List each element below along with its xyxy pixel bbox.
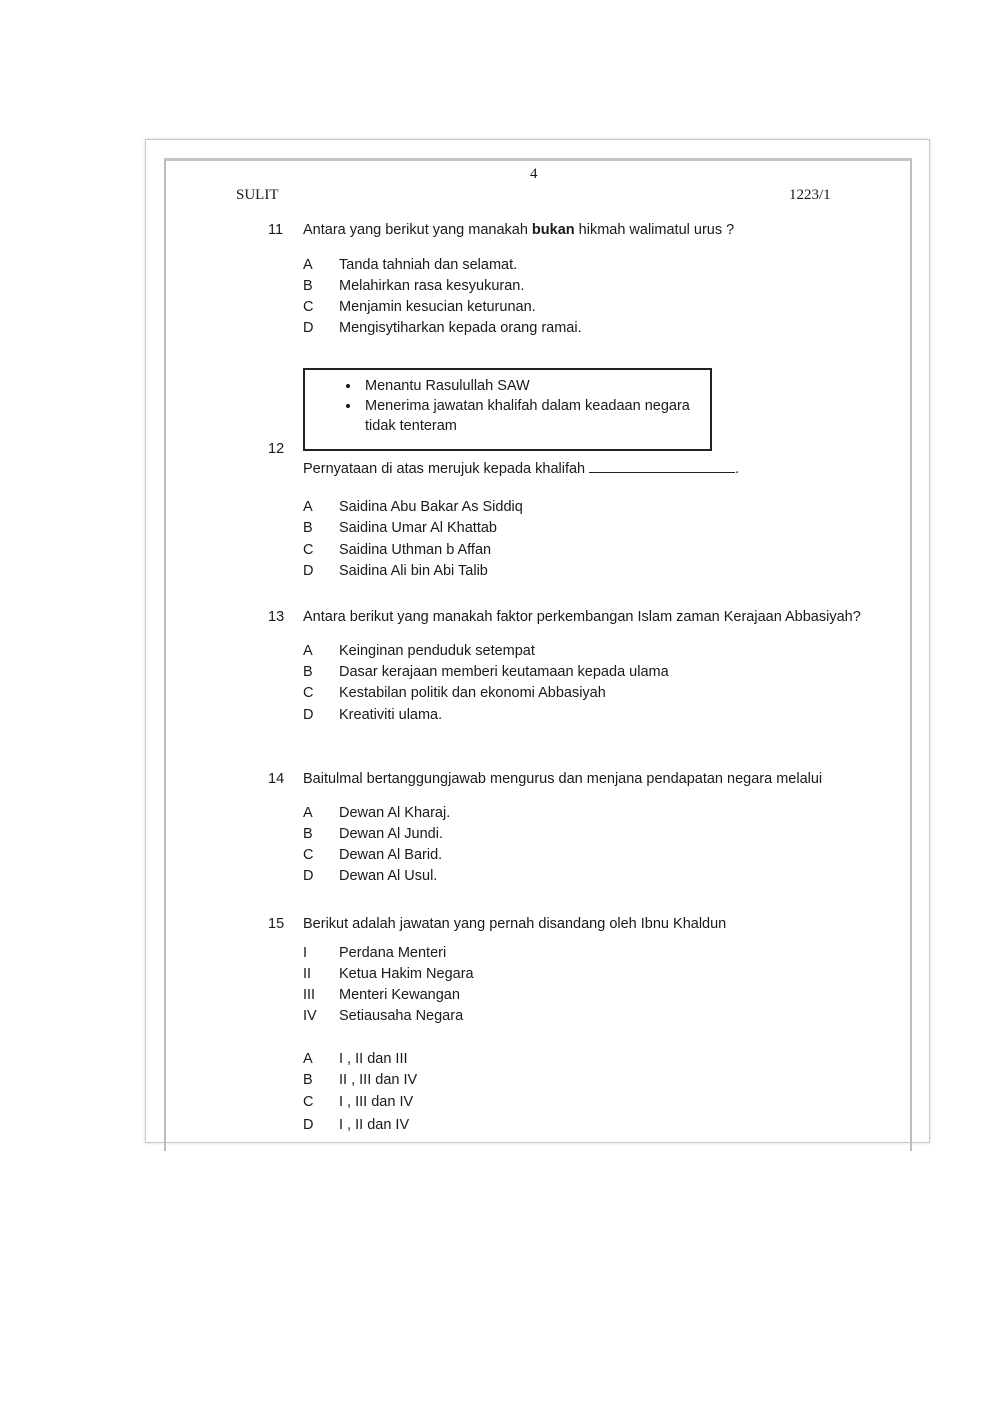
- box-bullet: • Menantu Rasulullah SAW: [361, 376, 710, 396]
- option-text: Dewan Al Barid.: [339, 847, 443, 863]
- header-sulit: SULIT: [236, 187, 279, 203]
- question-number: 11: [268, 222, 284, 238]
- option-text: Menjamin kesucian keturunan.: [339, 299, 536, 315]
- option-letter: A: [303, 805, 313, 821]
- option-text: Dasar kerajaan memberi keutamaan kepada ulama: [339, 664, 669, 680]
- option-letter: D: [303, 563, 314, 579]
- option-text: I , II dan IV: [339, 1117, 410, 1133]
- option-text: I , III dan IV: [339, 1094, 414, 1110]
- answer-blank: [589, 460, 735, 473]
- question-stem: [303, 460, 739, 477]
- question-stem: Antara berikut yang manakah faktor perkembangan Islam zaman Kerajaan Abbasiyah?: [303, 609, 861, 625]
- question-number: 13: [268, 609, 285, 625]
- exam-page: [145, 139, 930, 1143]
- option-letter: C: [303, 1094, 314, 1110]
- statement-numeral: II: [303, 966, 312, 982]
- option-text: Saidina Umar Al Khattab: [339, 520, 497, 536]
- option-letter: B: [303, 826, 313, 842]
- stem-period: .: [735, 461, 740, 477]
- stem-emphasis: bukan: [531, 222, 575, 238]
- option-letter: B: [303, 1072, 313, 1088]
- option-letter: D: [303, 707, 314, 723]
- option-letter: B: [303, 520, 313, 536]
- option-letter: A: [303, 499, 313, 515]
- statement-text: Ketua Hakim Negara: [339, 966, 474, 982]
- option-text: Melahirkan rasa kesyukuran.: [339, 278, 525, 294]
- stem-text: Pernyataan di atas merujuk kepada khalifah: [303, 461, 586, 477]
- option-letter: D: [303, 320, 314, 336]
- statement-numeral: IV: [303, 1008, 317, 1024]
- box-bullet: • Menerima jawatan khalifah dalam keadaan negara tidak tenteram: [361, 396, 695, 436]
- question-number: 15: [268, 916, 285, 932]
- option-text: Mengisytiharkan kepada orang ramai.: [339, 320, 582, 336]
- option-letter: A: [303, 1051, 313, 1067]
- option-letter: A: [303, 257, 313, 273]
- question-number: 14: [268, 771, 285, 787]
- option-text: Keinginan penduduk setempat: [339, 643, 535, 659]
- option-letter: C: [303, 685, 314, 701]
- option-text: Tanda tahniah dan selamat.: [339, 257, 518, 273]
- option-letter: C: [303, 542, 314, 558]
- header-code: 1223/1: [789, 187, 831, 203]
- option-text: Dewan Al Jundi.: [339, 826, 443, 842]
- statement-box: [303, 368, 712, 451]
- question-number: 12: [268, 441, 285, 457]
- option-letter: C: [303, 847, 314, 863]
- option-text: I , II dan III: [339, 1051, 408, 1067]
- option-letter: C: [303, 299, 314, 315]
- statement-text: Perdana Menteri: [339, 945, 447, 961]
- question-stem: Berikut adalah jawatan yang pernah disandang oleh Ibnu Khaldun: [303, 916, 727, 932]
- option-text: Saidina Abu Bakar As Siddiq: [339, 499, 523, 515]
- option-letter: A: [303, 643, 313, 659]
- statement-numeral: I: [303, 945, 308, 961]
- stem-text: Antara yang berikut yang manakah: [303, 222, 532, 238]
- question-stem: Baitulmal bertanggungjawab mengurus dan menjana pendapatan negara melalui: [303, 771, 823, 787]
- stem-text: hikmah walimatul urus ?: [574, 222, 735, 238]
- option-text: Saidina Ali bin Abi Talib: [339, 563, 488, 579]
- option-text: II , III dan IV: [339, 1072, 418, 1088]
- option-text: Kestabilan politik dan ekonomi Abbasiyah: [339, 685, 606, 701]
- question-stem: [303, 222, 734, 238]
- option-letter: B: [303, 664, 313, 680]
- statement-text: Setiausaha Negara: [339, 1008, 464, 1024]
- page-number: 4: [530, 166, 538, 182]
- option-letter: D: [303, 868, 314, 884]
- option-text: Saidina Uthman b Affan: [339, 542, 492, 558]
- option-text: Dewan Al Kharaj.: [339, 805, 451, 821]
- page-frame: [164, 158, 912, 1151]
- statement-text: Menteri Kewangan: [339, 987, 460, 1003]
- option-letter: D: [303, 1117, 314, 1133]
- option-letter: B: [303, 278, 313, 294]
- option-text: Kreativiti ulama.: [339, 707, 443, 723]
- option-text: Dewan Al Usul.: [339, 868, 438, 884]
- statement-numeral: III: [303, 987, 316, 1003]
